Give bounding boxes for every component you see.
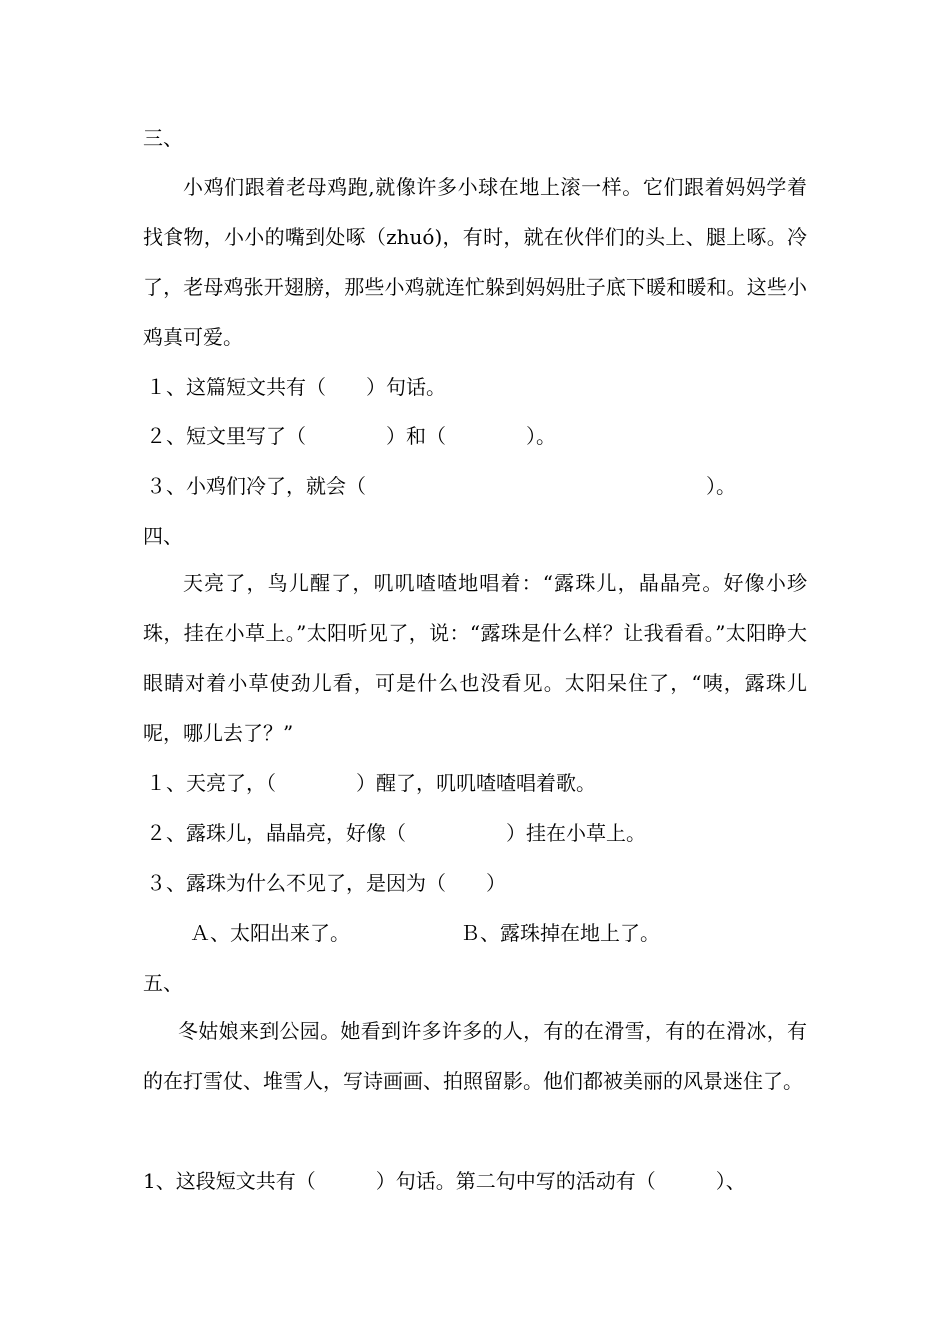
- question-3-3: ３、小鸡们冷了，就会（ ）。: [146, 474, 736, 498]
- question-4-2: ２、露珠儿，晶晶亮，好像（ ）挂在小草上。: [146, 821, 646, 845]
- option-a: Ａ、太阳出来了。: [190, 921, 350, 945]
- question-3-2: ２、短文里写了（ ）和（ ）。: [146, 424, 556, 448]
- section-heading-4: 四、: [143, 524, 183, 548]
- question-4-1: １、天亮了，（ ）醒了，叽叽喳喳唱着歌。: [146, 771, 596, 795]
- option-b: Ｂ、露珠掉在地上了。: [460, 921, 660, 945]
- section-heading-5: 五、: [143, 971, 183, 995]
- question-5-1: 1、这段短文共有（ ）句话。第二句中写的活动有（ ）、: [143, 1169, 746, 1193]
- passage-4: 天亮了，鸟儿醒了，叽叽喳喳地唱着：“露珠儿，晶晶亮。好像小珍珠，挂在小草上。”太阳听见了，说：“露珠是什么样？让我看看。”太阳睁大眼睛对着小草使劲儿看，可是什么也没看见。太阳呆住了，“咦，露珠儿呢，哪儿去了？”: [143, 571, 807, 745]
- passage-5: 冬姑娘来到公园。她看到许多许多的人，有的在滑雪，有的在滑冰，有的在打雪仗、堆雪人，写诗画画、拍照留影。他们都被美丽的风景迷住了。: [143, 1019, 807, 1093]
- section-heading-3: 三、: [143, 126, 183, 150]
- passage-3: 小鸡们跟着老母鸡跑,就像许多小球在地上滚一样。它们跟着妈妈学着找食物，小小的嘴到处啄（zhuó)，有时，就在伙伴们的头上、腿上啄。冷了，老母鸡张开翅膀，那些小鸡就连忙躲到妈妈肚子底下暖和暖和。这些小鸡真可爱。: [143, 175, 807, 349]
- question-4-3: ３、露珠为什么不见了，是因为（ ）: [146, 871, 506, 895]
- question-3-1: １、这篇短文共有（ ）句话。: [146, 375, 446, 399]
